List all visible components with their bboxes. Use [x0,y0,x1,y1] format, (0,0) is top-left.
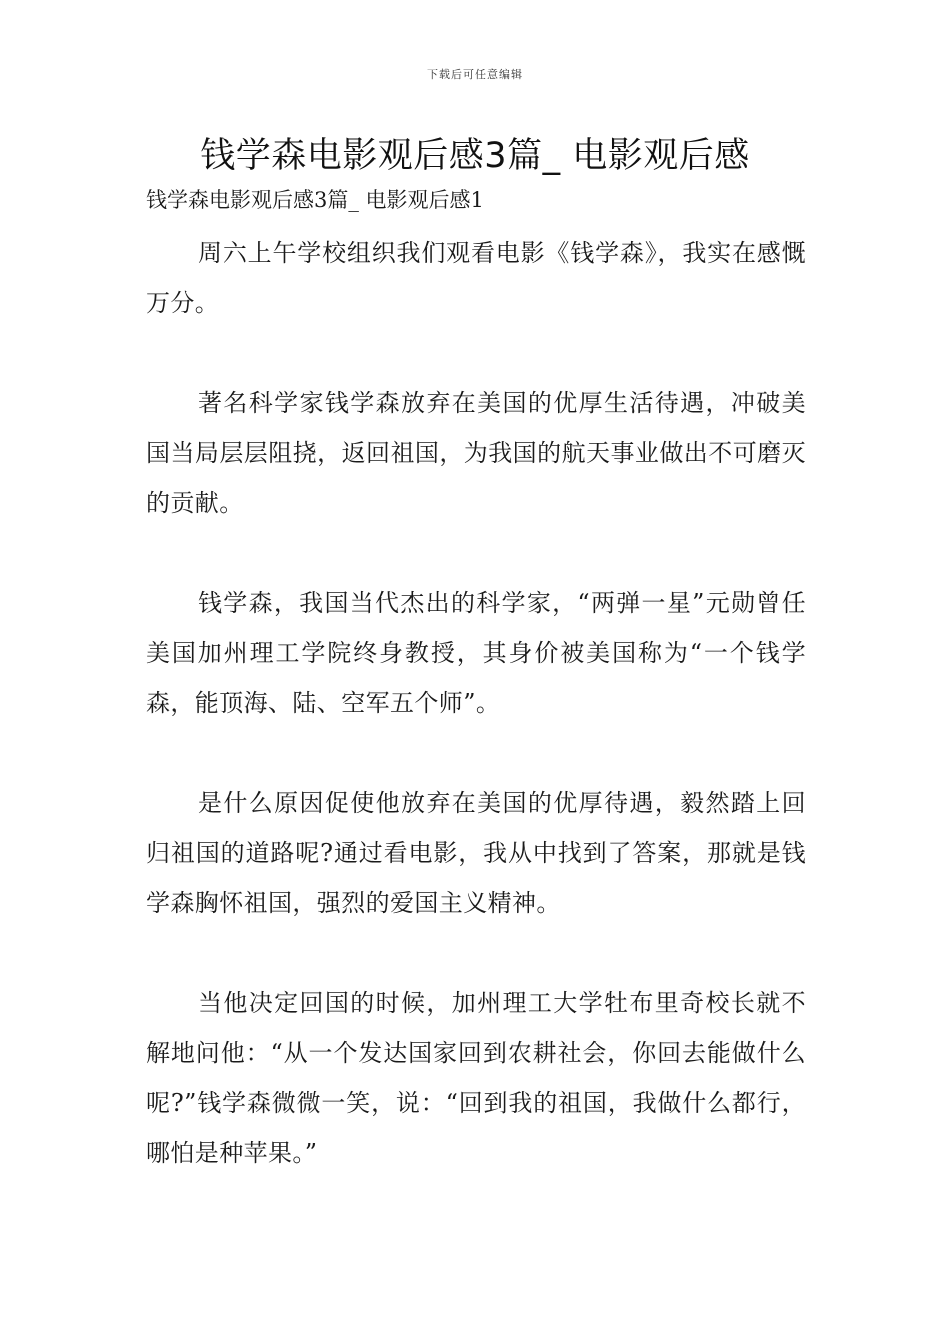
body-text [146,228,806,1228]
paragraph: 著名科学家钱学森放弃在美国的优厚生活待遇，冲破美国当局层层阻挠，返回祖国，为我国的航天事业做出不可磨灭的贡献。 [146,389,806,517]
section-subtitle: 钱学森电影观后感3篇_ 电影观后感1 [146,188,484,212]
paragraph: 是什么原因促使他放弃在美国的优厚待遇，毅然踏上回归祖国的道路呢?通过看电影，我从中找到了答案，那就是钱学森胸怀祖国，强烈的爱国主义精神。 [146,789,806,917]
paragraph: 当他决定回国的时候，加州理工大学牡布里奇校长就不解地问他：“从一个发达国家回到农耕社会，你回去能做什么呢?”钱学森微微一笑，说：“回到我的祖国，我做什么都行，哪怕是种苹果。” [146,989,806,1167]
paragraph: 钱学森，我国当代杰出的科学家，“两弹一星”元勋曾任美国加州理工学院终身教授，其身价被美国称为“一个钱学森，能顶海、陆、空军五个师”。 [146,589,806,717]
paragraph: 周六上午学校组织我们观看电影《钱学森》，我实在感慨万分。 [146,239,806,317]
header-note: 下载后可任意编辑 [427,68,523,81]
document-title: 钱学森电影观后感3篇_ 电影观后感 [200,136,750,176]
